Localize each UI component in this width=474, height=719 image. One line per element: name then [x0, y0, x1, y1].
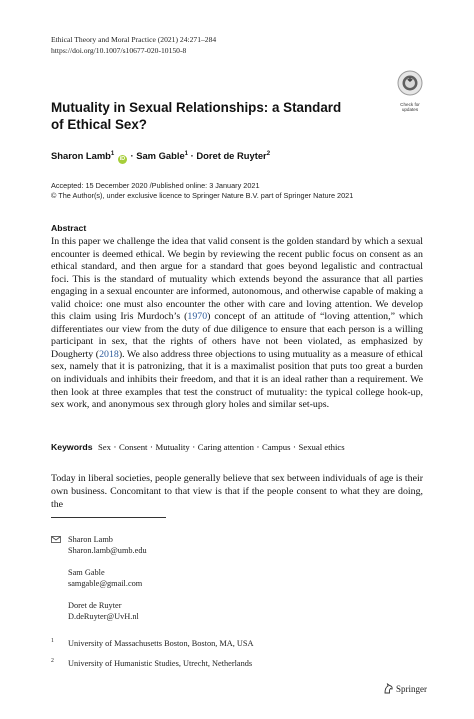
check-for-updates-label: Check for	[400, 102, 420, 107]
article-title	[51, 100, 351, 133]
author-name[interactable]: Sam Gable	[136, 150, 185, 161]
author-separator: ·	[190, 150, 194, 161]
keyword-separator: ·	[149, 442, 154, 453]
keyword-separator: ·	[192, 442, 196, 453]
accepted-date: Accepted: 15 December 2020 /Published online: 3 January 2021	[51, 181, 260, 190]
abstract-text-part: In this paper we challenge the idea that valid consent is the golden standard by which a sexual encounter is deemed ethical. We begin by reviewing the recent public focus on consent as an ethical standard, and then argue for a standard that goes beyond legalistic and contractual foci. This is the standard of mutuality which extends beyond the assurance that all parties engaging in a sexual encounter are informed, autonomous, and otherwise capable of making a valid choice: one must also encounter the other with care and loving attention. We develop this claim using Iris Murdoch’s (	[51, 236, 423, 323]
affiliation-text: University of Humanistic Studies, Utrecht, Netherlands	[68, 659, 253, 668]
affiliation-text: University of Massachusetts Boston, Boston, MA, USA	[68, 639, 254, 648]
keyword-separator: ·	[113, 442, 117, 453]
keyword: Sex	[97, 442, 111, 452]
abstract-text-part: ) concept of an attitude of “loving attention,” which differentiates our view from the duty of due diligence to ensure that each person is a willing participant in sex, that the rights of others have not been violated, as emphasized by Dougherty (	[51, 311, 423, 360]
keyword: Caring attention	[197, 442, 254, 452]
body-paragraph: Today in liberal societies, people generally believe that sex between individuals of age is their own business. Concomitant to that view is that if the people consent to what they are doing, the	[51, 473, 423, 510]
keywords	[51, 442, 423, 453]
publisher-name: Springer	[396, 684, 427, 694]
author-name[interactable]: Doret de Ruyter	[196, 150, 267, 161]
keywords-label: Keywords	[51, 442, 93, 452]
contact-entry	[51, 601, 147, 622]
citation-link[interactable]: 2018	[99, 348, 119, 360]
author-name[interactable]: Sharon Lamb	[51, 150, 111, 161]
author-separator: ·	[130, 150, 134, 161]
abstract-text	[51, 236, 423, 412]
journal-citation: Ethical Theory and Moral Practice (2021) 24:271–284	[51, 35, 217, 44]
author-affil-ref: 1	[184, 150, 189, 157]
orcid-icon[interactable]: iD	[119, 156, 126, 162]
check-for-updates-label-2: updates	[401, 107, 419, 113]
author-list	[51, 150, 270, 164]
affiliation-number: 1	[51, 638, 54, 644]
keyword: Campus	[262, 442, 291, 452]
doi-link[interactable]: https://doi.org/10.1007/s10677-020-10150-8	[51, 46, 187, 55]
affiliation	[51, 659, 254, 669]
envelope-icon	[51, 536, 61, 543]
correspondence-contacts	[51, 535, 147, 634]
title-line-2: of Ethical Sex?	[51, 116, 147, 132]
contact-name: Sharon Lamb	[68, 535, 113, 544]
author-affil-ref: 1	[110, 150, 115, 157]
contact-name: Doret de Ruyter	[68, 601, 122, 610]
contact-name: Sam Gable	[68, 568, 105, 577]
citation-link[interactable]: 1970	[187, 311, 208, 323]
title-line-1: Mutuality in Sexual Relationships: a Standard	[51, 100, 342, 115]
footnote-divider	[51, 517, 166, 518]
springer-horse-icon	[383, 683, 394, 694]
keyword: Mutuality	[155, 442, 190, 452]
publisher-logo	[383, 683, 427, 694]
abstract-heading: Abstract	[51, 223, 87, 233]
keyword-separator: ·	[292, 442, 297, 453]
contact-email[interactable]: D.deRuyter@UvH.nl	[68, 611, 139, 621]
affiliation-number: 2	[51, 658, 54, 664]
check-for-updates-badge[interactable]	[394, 70, 426, 113]
contact-email[interactable]: samgable@gmail.com	[68, 578, 143, 588]
check-for-updates-icon	[397, 70, 423, 96]
keyword: Sexual ethics	[298, 442, 345, 452]
author-affil-ref: 2	[266, 150, 271, 157]
abstract-text-part: ). We also address three objections to using mutuality as a measure of ethical sex, namely that it is patronizing, that it is a maximalist position that puts too great a burden on individuals and inhibits their freedom, and that it is an ideal rather than a requirement. We then look at three examples that test the construct of mutuality: the typical college hook-up, sex work, and anonymous sex through glory holes and similar set-ups.	[51, 348, 423, 411]
copyright-notice: © The Author(s), under exclusive licence to Springer Nature B.V. part of Springer Nature 2021	[51, 191, 354, 200]
contact-email[interactable]: Sharon.lamb@umb.edu	[68, 545, 147, 555]
contact-entry	[51, 535, 147, 556]
publication-dates	[51, 181, 353, 201]
keyword: Consent	[118, 442, 148, 452]
journal-header	[51, 34, 216, 56]
affiliation	[51, 639, 254, 649]
contact-entry	[51, 568, 147, 589]
keyword-separator: ·	[256, 442, 260, 453]
affiliations	[51, 639, 254, 679]
